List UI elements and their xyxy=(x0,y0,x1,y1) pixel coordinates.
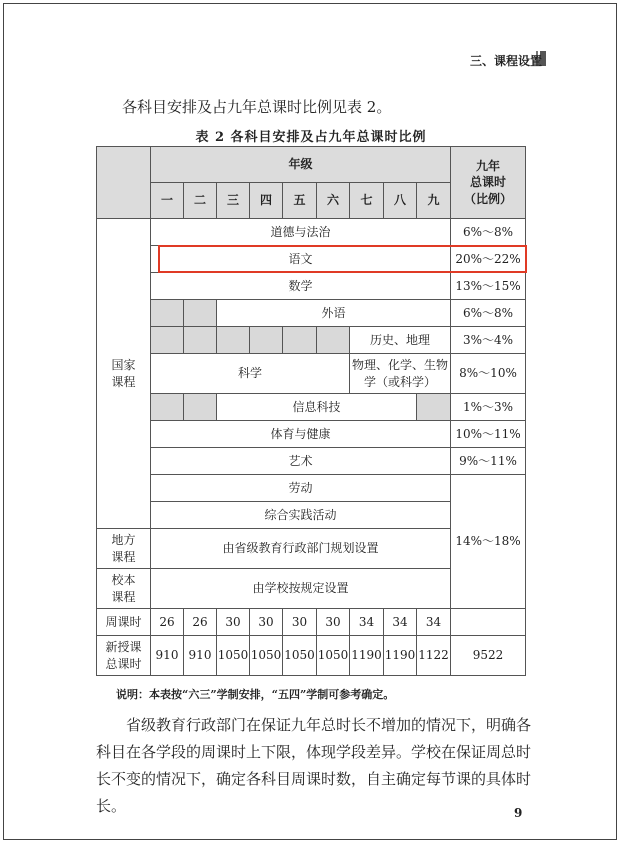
subject-labor: 劳动 xyxy=(151,475,451,502)
grade-cell: 八 xyxy=(384,183,417,219)
weekly-cell: 30 xyxy=(250,609,283,636)
category-school-label: 校本课程 xyxy=(111,573,136,604)
category-national xyxy=(97,219,151,529)
subject-phys-chem-bio-label: 物理、化学、生物学（或科学） xyxy=(352,358,449,389)
section-header: 三、课程设置 xyxy=(469,54,542,68)
new-hours-cell: 1050 xyxy=(217,636,250,676)
grade-cell: 一 xyxy=(151,183,184,219)
total-header-line: 九年 xyxy=(475,159,500,174)
ratio-moral: 6%～8% xyxy=(451,219,526,246)
empty-shaded-cell xyxy=(283,327,317,354)
total-header-line: （比例） xyxy=(463,191,512,206)
ratio-pe: 10%～11% xyxy=(451,421,526,448)
weekly-cell: 34 xyxy=(417,609,451,636)
subject-phys-chem-bio xyxy=(350,354,451,394)
corner-cell xyxy=(97,147,151,219)
grade-cell: 六 xyxy=(317,183,350,219)
empty-shaded-cell xyxy=(317,327,350,354)
empty-shaded-cell xyxy=(417,394,451,421)
weekly-cell: 30 xyxy=(317,609,350,636)
new-hours-label-text: 新授课总课时 xyxy=(105,640,142,671)
weekly-cell: 30 xyxy=(217,609,250,636)
grade-cell: 七 xyxy=(350,183,384,219)
empty-shaded-cell xyxy=(184,327,217,354)
total-header-line: 总课时 xyxy=(469,175,506,190)
ratio-art: 9%～11% xyxy=(451,448,526,475)
empty-shaded-cell xyxy=(151,394,184,421)
empty-shaded-cell xyxy=(184,394,217,421)
empty-shaded-cell xyxy=(250,327,283,354)
table-note: 说明：本表按“六三”学制安排，“五四”学制可参考确定。 xyxy=(116,688,395,701)
category-local xyxy=(97,529,151,569)
weekly-cell: 26 xyxy=(151,609,184,636)
empty-shaded-cell xyxy=(217,327,250,354)
local-desc: 由省级教育行政部门规划设置 xyxy=(151,529,451,569)
total-header xyxy=(451,147,526,219)
grade-header: 年级 xyxy=(151,147,451,183)
new-hours-cell: 1122 xyxy=(417,636,451,676)
new-hours-cell: 1050 xyxy=(250,636,283,676)
ratio-math: 13%～15% xyxy=(451,273,526,300)
new-hours-label xyxy=(97,636,151,676)
subject-practice: 综合实践活动 xyxy=(151,502,451,529)
new-hours-cell: 910 xyxy=(151,636,184,676)
subject-foreign: 外语 xyxy=(217,300,451,327)
ratio-hist-geo: 3%～4% xyxy=(451,327,526,354)
subject-moral: 道德与法治 xyxy=(151,219,451,246)
category-national-label: 国家课程 xyxy=(111,358,136,389)
new-hours-cell: 1190 xyxy=(384,636,417,676)
category-local-label: 地方课程 xyxy=(111,533,136,564)
weekly-cell: 34 xyxy=(350,609,384,636)
subject-chinese: 语文 xyxy=(151,246,451,273)
subject-science: 科学 xyxy=(151,354,350,394)
grade-cell: 九 xyxy=(417,183,451,219)
new-hours-total: 9522 xyxy=(451,636,526,676)
weekly-label: 周课时 xyxy=(97,609,151,636)
grade-cell: 三 xyxy=(217,183,250,219)
table-caption: 表 2 各科目安排及占九年总课时比例 xyxy=(195,130,427,145)
ratio-chinese: 20%～22% xyxy=(451,246,526,273)
subject-pe: 体育与健康 xyxy=(151,421,451,448)
grade-cell: 四 xyxy=(250,183,283,219)
subject-math: 数学 xyxy=(151,273,451,300)
subject-it: 信息科技 xyxy=(217,394,417,421)
weekly-cell: 26 xyxy=(184,609,217,636)
new-hours-cell: 1050 xyxy=(317,636,350,676)
body-paragraph-text: 省级教育行政部门在保证九年总时长不增加的情况下，明确各科目在各学段的周课时上下限，体现学段差异。学校在保证周总时长不变的情况下，确定各科目周课时数，自主确定每节课的具体时长。 xyxy=(96,716,532,815)
page-number: 9 xyxy=(514,806,523,820)
school-desc: 由学校按规定设置 xyxy=(151,569,451,609)
grade-cell: 五 xyxy=(283,183,317,219)
category-school xyxy=(97,569,151,609)
ratio-science: 8%～10% xyxy=(451,354,526,394)
curriculum-table xyxy=(96,146,526,676)
empty-shaded-cell xyxy=(151,300,184,327)
subject-art: 艺术 xyxy=(151,448,451,475)
weekly-cell: 30 xyxy=(283,609,317,636)
weekly-total-empty xyxy=(451,609,526,636)
intro-text: 各科目安排及占九年总课时比例见表 2。 xyxy=(122,98,392,116)
new-hours-cell: 1190 xyxy=(350,636,384,676)
weekly-cell: 34 xyxy=(384,609,417,636)
new-hours-cell: 1050 xyxy=(283,636,317,676)
ratio-combined: 14%～18% xyxy=(451,475,526,609)
body-paragraph xyxy=(96,712,536,820)
subject-hist-geo: 历史、地理 xyxy=(350,327,451,354)
empty-shaded-cell xyxy=(151,327,184,354)
new-hours-cell: 910 xyxy=(184,636,217,676)
empty-shaded-cell xyxy=(184,300,217,327)
grade-cell: 二 xyxy=(184,183,217,219)
ratio-it: 1%～3% xyxy=(451,394,526,421)
ratio-foreign: 6%～8% xyxy=(451,300,526,327)
